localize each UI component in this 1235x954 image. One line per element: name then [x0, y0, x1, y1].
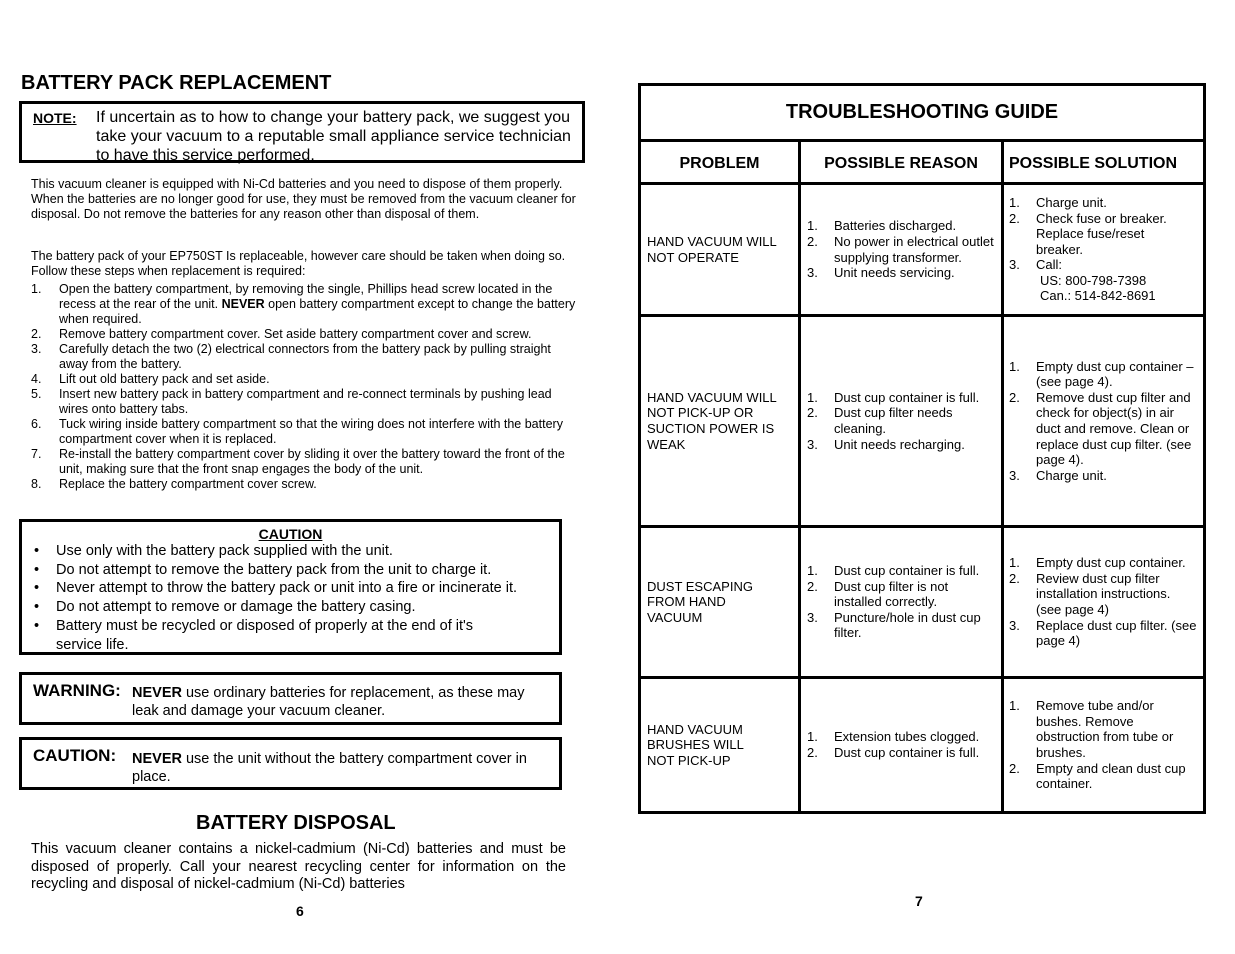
- reason-item: 2. No power in electrical outlet supplying transformer.: [807, 233, 994, 265]
- solution-item: 3. Charge unit.: [1009, 467, 1107, 483]
- caution-box: [19, 519, 562, 655]
- reason-item: 1. Dust cup container is full.: [807, 563, 980, 579]
- problem-cell: DUST ESCAPING FROM HAND VACUUM: [647, 578, 753, 625]
- reason-item: 2. Dust cup filter needs cleaning.: [807, 405, 953, 436]
- solution-item: 1. Empty dust cup container.: [1009, 555, 1186, 571]
- reason-cell: [807, 679, 995, 811]
- note-box: [19, 101, 585, 163]
- step-item: 7. Re-install the battery compartment cover by sliding it over the battery toward the front of the unit, making sure that the front snap engages the body of the unit.: [31, 447, 565, 476]
- solution-item: 3. Replace dust cup filter. (see page 4): [1009, 617, 1197, 649]
- header-reason: POSSIBLE REASON: [824, 155, 978, 172]
- note-label: NOTE:: [33, 110, 77, 126]
- step-item: 2. Remove battery compartment cover. Set aside battery compartment cover and screw.: [31, 327, 532, 341]
- warning-label: WARNING:: [33, 681, 121, 700]
- problem-cell: HAND VACUUM BRUSHES WILL NOT PICK-UP: [647, 721, 744, 768]
- caution-cover-box: [19, 737, 562, 790]
- reason-cell: [807, 317, 995, 525]
- solution-item: 2. Empty and clean dust cup container.: [1009, 760, 1186, 792]
- column-divider: [798, 142, 801, 811]
- phone-canada: Can.: 514-842-8691: [1040, 288, 1156, 304]
- solution-cell: [1009, 317, 1199, 525]
- phone-us: US: 800-798-7398: [1040, 272, 1147, 288]
- page-number-left: 6: [296, 903, 304, 919]
- solution-cell: [1009, 679, 1199, 811]
- replacement-steps: [31, 282, 576, 492]
- page-number-right: 7: [915, 893, 923, 909]
- caution-title: CAUTION: [258, 526, 323, 542]
- reason-item: 3. Puncture/hole in dust cup filter.: [807, 609, 981, 641]
- caution-item: • Do not attempt to remove the battery pack from the unit to charge it.: [34, 561, 492, 578]
- header-solution: POSSIBLE SOLUTION: [1009, 155, 1178, 172]
- solution-item: 3. Call:: [1009, 257, 1063, 273]
- solution-cell: [1009, 185, 1199, 314]
- caution-cover-label: CAUTION:: [33, 746, 117, 765]
- solution-item: 1. Charge unit.: [1009, 194, 1107, 210]
- solution-item: 1. Remove tube and/or bushes. Remove obstruction from tube or brushes.: [1009, 698, 1174, 760]
- warning-text: NEVER use ordinary batteries for replacement, as these may leak and damage your vacuum cleaner.: [132, 685, 525, 719]
- solution-item: 1. Empty dust cup container – (see page 4).: [1009, 358, 1194, 390]
- battery-disposal-title: BATTERY DISPOSAL: [196, 812, 396, 834]
- reason-item: 1. Extension tubes clogged.: [807, 729, 980, 745]
- solution-item: 2. Review dust cup filter installation instructions. (see page 4): [1009, 570, 1171, 617]
- replaceable-paragraph: The battery pack of your EP750ST Is replaceable, however care should be taken when doing so. Follow these steps when replacement is required:: [31, 249, 566, 278]
- warning-box: [19, 672, 562, 725]
- battery-replacement-title: BATTERY PACK REPLACEMENT: [21, 72, 332, 94]
- reason-item: 1. Batteries discharged.: [807, 218, 957, 234]
- reason-item: 3. Unit needs servicing.: [807, 265, 955, 281]
- solution-cell: [1009, 528, 1199, 676]
- problem-cell: HAND VACUUM WILL NOT OPERATE: [647, 233, 777, 265]
- reason-cell: [807, 528, 995, 676]
- reason-item: 3. Unit needs recharging.: [807, 436, 965, 452]
- step-item: 3. Carefully detach the two (2) electrical connectors from the battery pack by pulling straight away from the battery.: [31, 342, 551, 371]
- note-text: If uncertain as to how to change your battery pack, we suggest you take your vacuum to a reputable small appliance service technician to have this service performed.: [96, 109, 571, 164]
- reason-item: 2. Dust cup container is full.: [807, 745, 980, 760]
- reason-cell: [807, 185, 995, 314]
- caution-item: • Never attempt to throw the battery pack or unit into a fire or incinerate it.: [34, 580, 517, 597]
- reason-item: 2. Dust cup filter is not installed correctly.: [807, 578, 949, 610]
- caution-item: • Use only with the battery pack supplied with the unit.: [34, 543, 393, 559]
- troubleshooting-table: [638, 83, 1206, 814]
- caution-item: • Do not attempt to remove or damage the battery casing.: [34, 599, 416, 616]
- step-item: 6. Tuck wiring inside battery compartment so that the wiring does not interfere with the battery compartment cover when it is replaced.: [31, 417, 563, 446]
- step-item: 4. Lift out old battery pack and set aside.: [31, 372, 270, 386]
- step-item: 8. Replace the battery compartment cover screw.: [31, 477, 317, 491]
- troubleshooting-title: TROUBLESHOOTING GUIDE: [641, 86, 1203, 142]
- problem-cell: HAND VACUUM WILL NOT PICK-UP OR SUCTION POWER IS WEAK: [647, 389, 777, 452]
- disposal-text: This vacuum cleaner contains a nickel-cadmium (Ni-Cd) batteries and must be disposed of properly. Call your nearest recycling center for information on the recycling and disposal of nickel-cadmium (Ni-Cd) batteries: [31, 841, 566, 892]
- caution-item: • Battery must be recycled or disposed of properly at the end of it's service life.: [34, 617, 474, 653]
- intro-paragraph: This vacuum cleaner is equipped with Ni-Cd batteries and you need to dispose of them properly. When the batteries are no longer good for use, they must be removed from the vacuum cleaner for disposal. Do not remove the batteries for any reason other than disposal of them.: [31, 177, 576, 221]
- header-problem: PROBLEM: [679, 155, 760, 172]
- reason-item: 1. Dust cup container is full.: [807, 389, 980, 405]
- column-divider: [1001, 142, 1004, 811]
- solution-item: 2. Remove dust cup filter and check for object(s) in air duct and remove. Clean or replace dust cup filter. (see page 4).: [1009, 389, 1192, 468]
- solution-item: 2. Check fuse or breaker. Replace fuse/reset breaker.: [1009, 210, 1167, 257]
- step-item: 1. Open the battery compartment, by removing the single, Phillips head screw located in the recess at the rear of the unit. NEVER open battery compartment except to change the battery when required.: [31, 282, 576, 326]
- caution-list: [32, 542, 557, 654]
- caution-cover-text: NEVER use the unit without the battery compartment cover in place.: [132, 751, 527, 785]
- step-item: 5. Insert new battery pack in battery compartment and re-connect terminals by pushing lead wires onto battery tabs.: [31, 387, 552, 416]
